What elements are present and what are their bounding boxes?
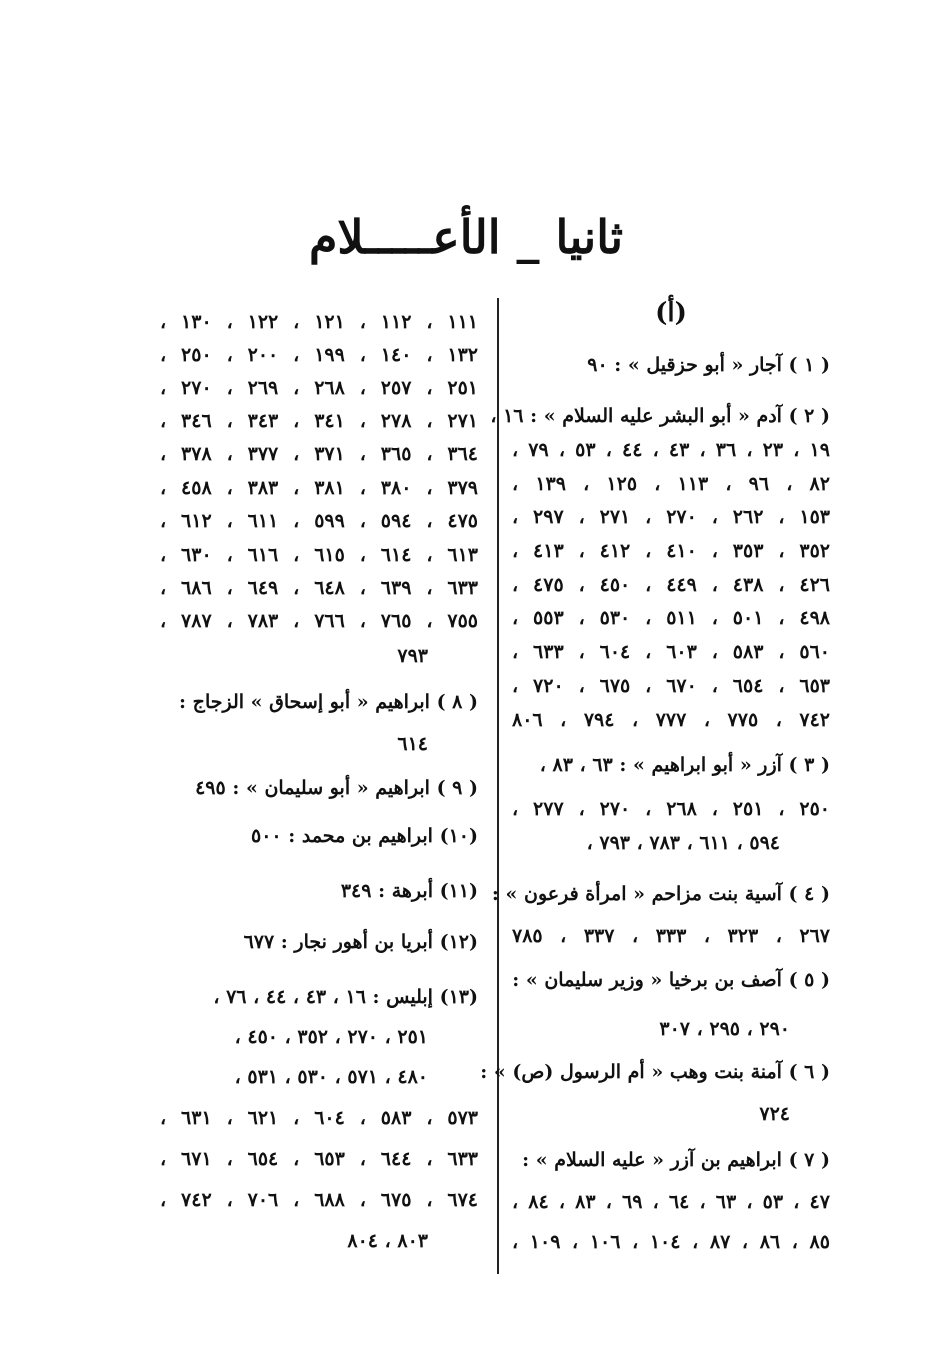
index-page-numbers: ٦٣٣ ، ٦٣٩ ، ٦٤٨ ، ٦٤٩ ، ٦٨٦ ، (160, 577, 478, 599)
page-title: ثانيا _ الأعـــــلام (308, 210, 624, 264)
index-entry: (١١) أبرهة : ٣٤٩ (340, 880, 478, 902)
index-page-numbers: ٥٩٤ ، ٦١١ ، ٧٨٣ ، ٧٩٣ ، (586, 832, 780, 854)
index-page-numbers: ٧٢٤ (759, 1103, 790, 1125)
index-page-numbers: ١٩ ، ٢٣ ، ٣٦ ، ٤٣ ، ٤٤ ، ٥٣ ، ٧٩ ، (512, 439, 830, 461)
index-entry: ( ٢ ) آدم « أبو البشر عليه السلام » : ١٦ ، (490, 405, 830, 427)
index-entry: (١٠) ابراهيم بن محمد : ٥٠٠ (250, 825, 478, 847)
index-page-numbers: ٨٥ ، ٨٦ ، ٨٧ ، ١٠٤ ، ١٠٦ ، ١٠٩ ، (512, 1231, 830, 1253)
index-page-numbers: ٧٥٥ ، ٧٦٥ ، ٧٦٦ ، ٧٨٣ ، ٧٨٧ ، (160, 610, 478, 632)
index-entry: ( ١ ) آجار « أبو حزقيل » : ٩٠ (587, 354, 830, 376)
index-page-numbers: ٤٨٠ ، ٥٧١ ، ٥٣٠ ، ٥٣١ ، (234, 1066, 428, 1088)
index-page-numbers: ٢٩٠ ، ٢٩٥ ، ٣٠٧ (659, 1018, 790, 1040)
letter-heading-text: (أ) (655, 298, 687, 328)
index-page-numbers: ٤٧٥ ، ٥٩٤ ، ٥٩٩ ، ٦١١ ، ٦١٢ ، (160, 510, 478, 532)
index-entry: (١٣) إبليس : ١٦ ، ٤٣ ، ٤٤ ، ٧٦ ، (213, 986, 478, 1008)
index-page-numbers: ٣٥٢ ، ٣٥٣ ، ٤١٠ ، ٤١٢ ، ٤١٣ ، (512, 540, 830, 562)
index-entry: ( ٣ ) آزر « أبو ابراهيم » : ٦٣ ، ٨٣ ، (539, 754, 830, 776)
index-page-numbers: ٣٧٩ ، ٣٨٠ ، ٣٨١ ، ٣٨٣ ، ٤٥٨ ، (160, 477, 478, 499)
index-page-numbers: ٦١٤ (397, 733, 428, 755)
index-entry: ( ٥ ) آصف بن برخيا « وزير سليمان » : (512, 969, 830, 991)
index-page-numbers: ٥٦٠ ، ٥٨٣ ، ٦٠٣ ، ٦٠٤ ، ٦٣٣ ، (512, 641, 830, 663)
index-page-numbers: ١٥٣ ، ٢٦٢ ، ٢٧٠ ، ٢٧١ ، ٢٩٧ ، (512, 506, 830, 528)
letter-heading (512, 298, 830, 328)
index-page-numbers: ٦٣٣ ، ٦٤٤ ، ٦٥٣ ، ٦٥٤ ، ٦٧١ ، (160, 1148, 478, 1170)
column-divider (497, 298, 499, 1274)
index-page-numbers: ٧٤٢ ، ٧٧٥ ، ٧٧٧ ، ٧٩٤ ، ٨٠٦ (512, 709, 830, 731)
index-page-numbers: ٤٢٦ ، ٤٣٨ ، ٤٤٩ ، ٤٥٠ ، ٤٧٥ ، (512, 574, 830, 596)
index-entry: ( ٦ ) آمنة بنت وهب « أم الرسول (ص) » : (480, 1061, 830, 1083)
index-page-numbers: ٨٠٣ ، ٨٠٤ (347, 1230, 428, 1252)
index-page-numbers: ٦٧٤ ، ٦٧٥ ، ٦٨٨ ، ٧٠٦ ، ٧٤٢ ، (160, 1189, 478, 1211)
index-page-numbers: ٢٧١ ، ٢٧٨ ، ٣٤١ ، ٣٤٣ ، ٣٤٦ ، (160, 410, 478, 432)
index-page-numbers: ٢٥١ ، ٢٥٧ ، ٢٦٨ ، ٢٦٩ ، ٢٧٠ ، (160, 377, 478, 399)
index-entry: ( ٩ ) ابراهيم « أبو سليمان » : ٤٩٥ (195, 777, 478, 799)
index-page-numbers: ٥٧٣ ، ٥٨٣ ، ٦٠٤ ، ٦٢١ ، ٦٣١ ، (160, 1107, 478, 1129)
index-page-numbers: ١١١ ، ١١٢ ، ١٢١ ، ١٢٢ ، ١٣٠ ، (160, 311, 478, 333)
index-entry: (١٢) أبريا بن أهور نجار : ٦٧٧ (243, 931, 478, 953)
index-entry: ( ٧ ) ابراهيم بن آزر « عليه السلام » : (522, 1149, 830, 1171)
index-page-numbers: ٨٢ ، ٩٦ ، ١١٣ ، ١٢٥ ، ١٣٩ ، (512, 473, 830, 495)
index-page-numbers: ٤٧ ، ٥٣ ، ٦٣ ، ٦٤ ، ٦٩ ، ٨٣ ، ٨٤ ، (512, 1191, 830, 1213)
index-page-numbers: ٢٦٧ ، ٣٢٣ ، ٣٣٣ ، ٣٣٧ ، ٧٨٥ (512, 925, 830, 947)
index-page-numbers: ٦١٣ ، ٦١٤ ، ٦١٥ ، ٦١٦ ، ٦٣٠ ، (160, 544, 478, 566)
index-entry: ( ٨ ) ابراهيم « أبو إسحاق » الزجاج : (179, 691, 478, 713)
index-entry: ( ٤ ) آسية بنت مزاحم « امرأة فرعون » : (491, 883, 830, 905)
index-page-numbers: ٢٥٠ ، ٢٥١ ، ٢٦٨ ، ٢٧٠ ، ٢٧٧ ، (512, 798, 830, 820)
index-page-numbers: ٧٩٣ (397, 645, 428, 667)
index-page-numbers: ٦٥٣ ، ٦٥٤ ، ٦٧٠ ، ٦٧٥ ، ٧٢٠ ، (512, 675, 830, 697)
index-page-numbers: ٢٥١ ، ٢٧٠ ، ٣٥٢ ، ٤٥٠ ، (234, 1026, 428, 1048)
index-page-numbers: ٣٦٤ ، ٣٦٥ ، ٣٧١ ، ٣٧٧ ، ٣٧٨ ، (160, 443, 478, 465)
index-page-numbers: ٤٩٨ ، ٥٠١ ، ٥١١ ، ٥٣٠ ، ٥٥٣ ، (512, 607, 830, 629)
index-page-numbers: ١٣٢ ، ١٤٠ ، ١٩٩ ، ٢٠٠ ، ٢٥٠ ، (160, 344, 478, 366)
